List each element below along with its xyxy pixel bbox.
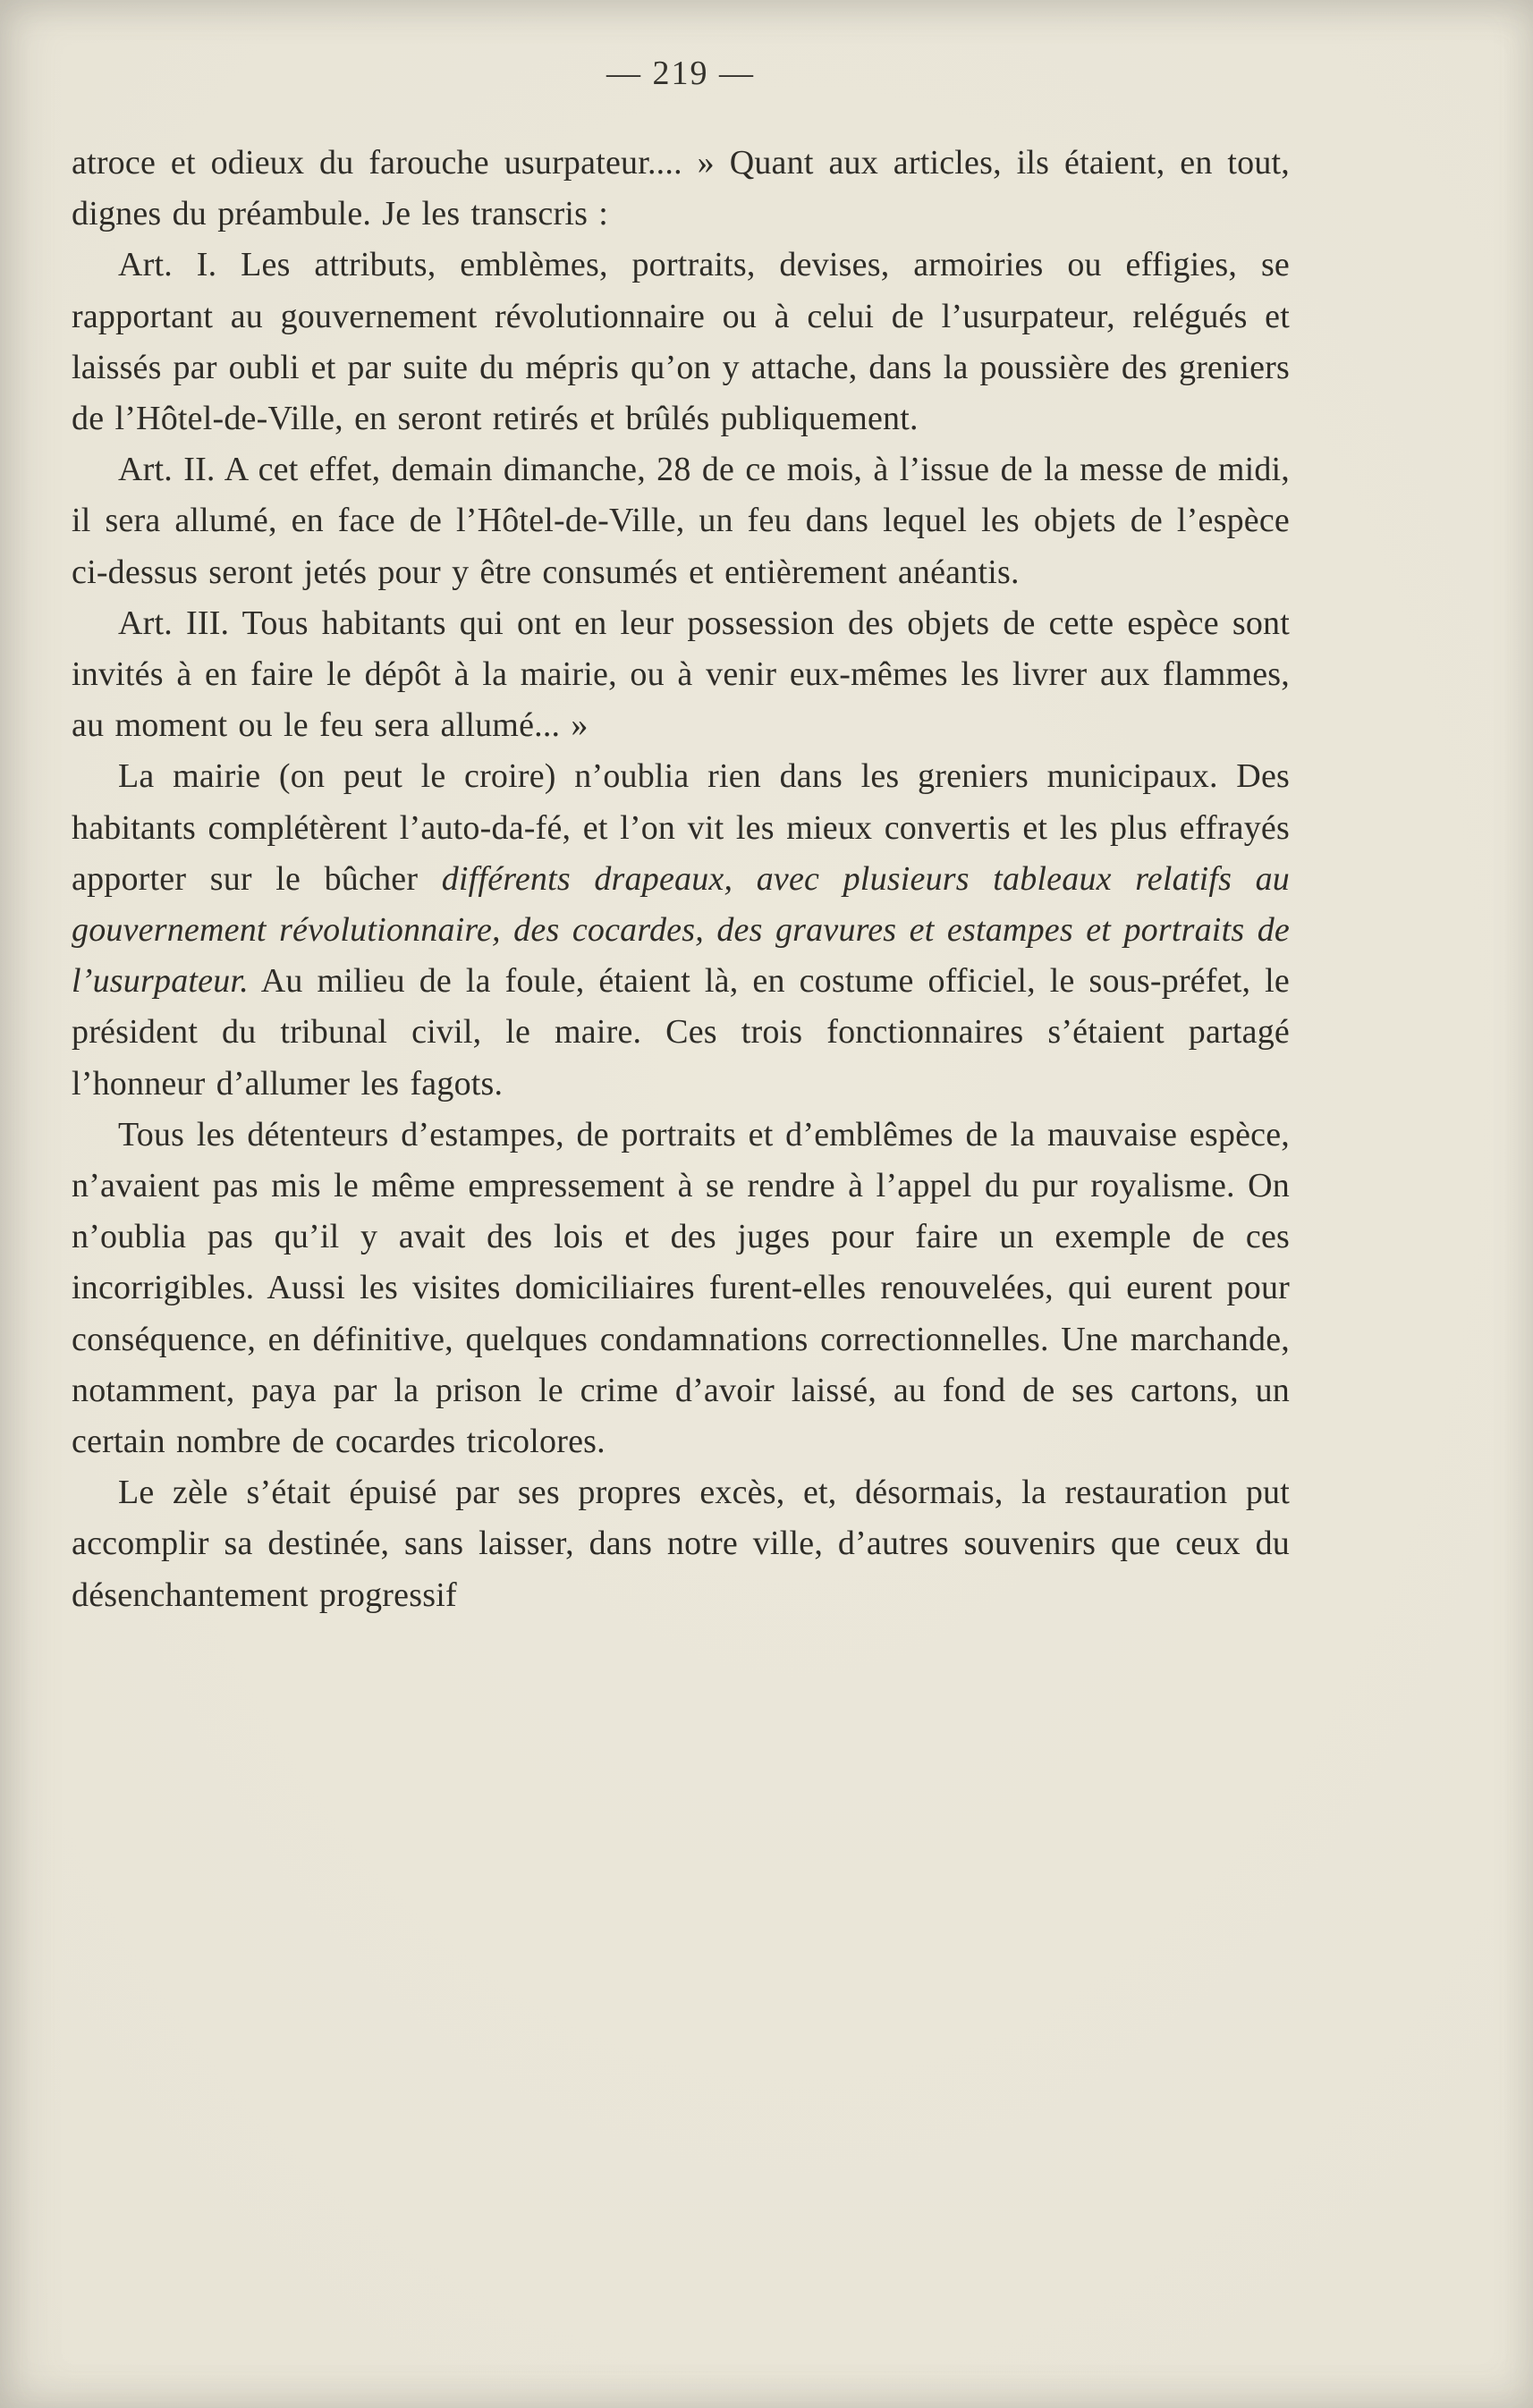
paragraph bbox=[72, 1467, 1290, 1621]
text-run: atroce et odieux du farouche usurpateur.... » Quant aux articles, ils étaient, en tout, dignes du préambule. Je les transcris : bbox=[72, 144, 1290, 233]
text-run: La mairie (on peut le croire) n’oublia rien dans les greniers municipaux. Des habitants complétèrent l’auto-da-fé, et l’on vit les mieux convertis et les plus effrayés apporter sur le bûcher bbox=[72, 757, 1290, 898]
text-run: Au milieu de la foule, étaient là, en costume officiel, le sous-préfet, le président du tribunal civil, le maire. Ces trois fonctionnaires s’étaient partagé l’honneur d’allumer les fagots. bbox=[72, 962, 1290, 1103]
paragraph bbox=[72, 1110, 1290, 1467]
text-run: Tous les détenteurs d’estampes, de portraits et d’emblêmes de la mauvaise espèce, n’avaient pas mis le même empressement à se rendre à l’appel du pur royalisme. On n’oublia pas qu’il y avait des lois et des juges pour faire un exemple de ces incorrigibles. Aussi les visites domiciliaires furent-elles renouvelées, qui eurent pour conséquence, en définitive, quelques condamnations correctionnelles. Une marchande, notamment, paya par la prison le crime d’avoir laissé, au fond de ses cartons, un certain nombre de cocardes tricolores. bbox=[72, 1115, 1290, 1461]
text-run: Art. III. Tous habitants qui ont en leur possession des objets de cette espèce sont invités à en faire le dépôt à la mairie, ou à venir eux-mêmes les livrer aux flammes, au moment ou le feu sera allumé... » bbox=[72, 604, 1290, 745]
italic-text-run: différents drapeaux, avec plusieurs tableaux relatifs au gouvernement révolutionnaire, des cocardes, des gravures et estampes et portraits de l’usurpateur. bbox=[72, 859, 1291, 1001]
paragraph bbox=[72, 751, 1290, 1109]
page-body bbox=[72, 138, 1290, 1621]
text-run: Le zèle s’était épuisé par ses propres excès, et, désormais, la restauration put accomplir sa destinée, sans laisser, dans notre ville, d’autres souvenirs que ceux du désenchantement progressif bbox=[72, 1474, 1290, 1614]
paragraph bbox=[72, 444, 1290, 598]
paragraph bbox=[72, 138, 1290, 240]
page-number: — 219 — bbox=[606, 55, 755, 92]
paragraph bbox=[72, 598, 1290, 752]
text-run: Art. I. Les attributs, emblèmes, portraits, devises, armoiries ou effigies, se rapportant au gouvernement révolutionnaire ou à celui de l’usurpateur, relégués et laissés par oubli et par suite du mépris qu’on y attache, dans la poussière des greniers de l’Hôtel-de-Ville, en seront retirés et brûlés publiquement. bbox=[72, 246, 1290, 438]
text-run: Art. II. A cet effet, demain dimanche, 28 de ce mois, à l’issue de la messe de midi, il sera allumé, en face de l’Hôtel-de-Ville, un feu dans lequel les objets de l’espèce ci-dessus seront jetés pour y être consumés et entièrement anéantis. bbox=[72, 451, 1290, 591]
paragraph bbox=[72, 240, 1290, 444]
